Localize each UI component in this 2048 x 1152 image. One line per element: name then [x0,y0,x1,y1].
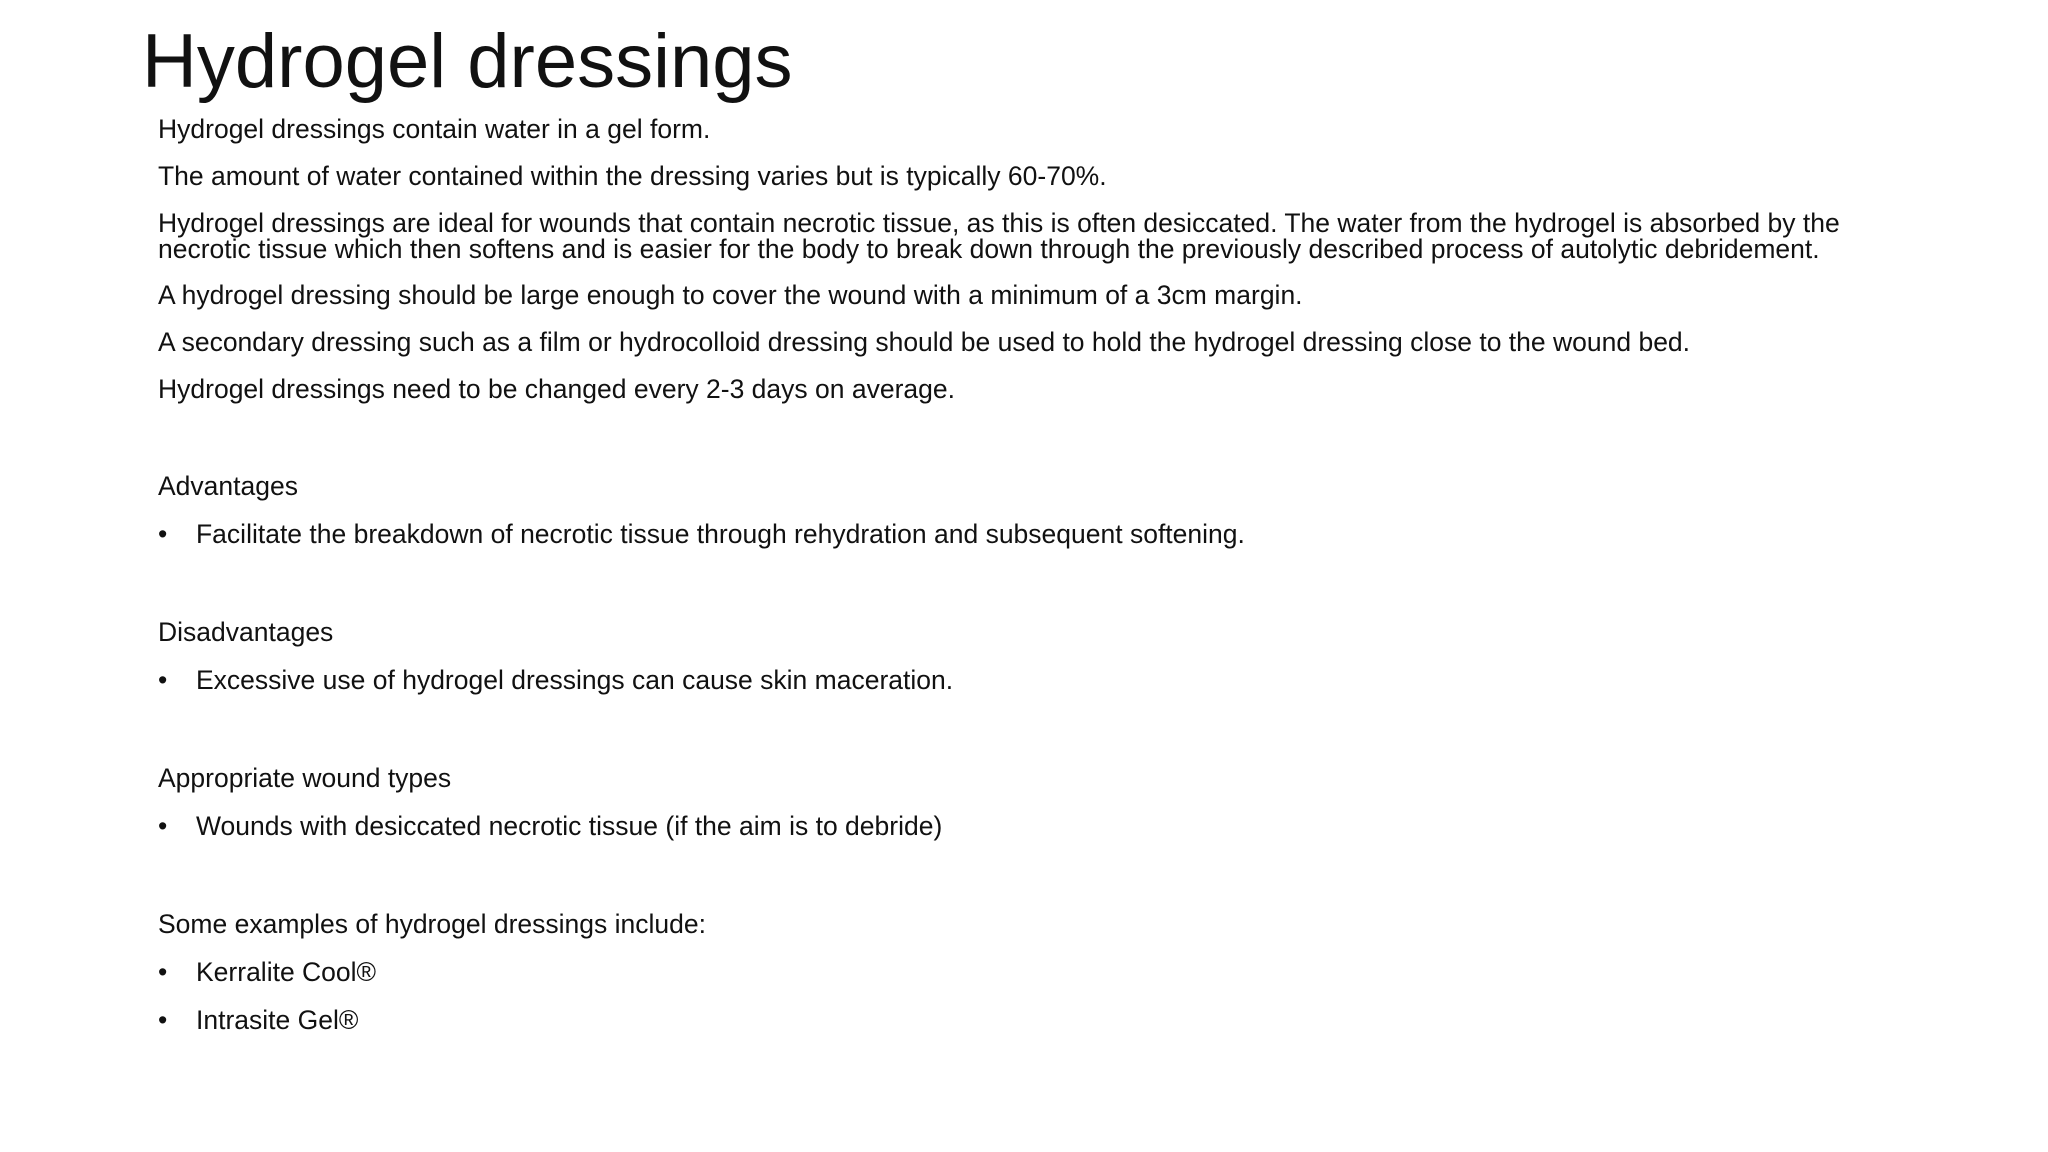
paragraph-change-frequency: Hydrogel dressings need to be changed every 2-3 days on average. [158,374,955,404]
spacer [158,861,1938,911]
list-item-text: Wounds with desiccated necrotic tissue (if the aim is to debride) [196,811,943,841]
list-item-text: Kerralite Cool® [196,957,377,987]
paragraph-necrotic-tissue: Hydrogel dressings are ideal for wounds that contain necrotic tissue, as this is often desiccated. The water from the hydrogel is absorbed by the necrotic tissue which then softens and is easier for the body to break down through the previously described process of autolytic debridement. [158,208,1840,264]
examples-list [158,959,1938,1034]
wound-types-list [158,813,1938,840]
advantages-list [158,521,1938,548]
list-item [158,1007,1938,1034]
spacer [158,423,1938,473]
bullet-icon: • [158,519,168,549]
bullet-icon: • [158,1005,168,1035]
list-item-text: Facilitate the breakdown of necrotic tissue through rehydration and subsequent softening. [196,519,1245,549]
disadvantages-heading: Disadvantages [158,617,334,647]
spacer [158,715,1938,765]
list-item [158,667,1938,694]
bullet-icon: • [158,665,168,695]
list-item-text: Excessive use of hydrogel dressings can cause skin maceration. [196,665,954,695]
slide-title: Hydrogel dressings [142,19,793,104]
list-item [158,813,1938,840]
paragraph-margin: A hydrogel dressing should be large enough to cover the wound with a minimum of a 3cm margin. [158,280,1303,310]
paragraph-secondary-dressing: A secondary dressing such as a film or hydrocolloid dressing should be used to hold the hydrogel dressing close to the wound bed. [158,327,1691,357]
disadvantages-list [158,667,1938,694]
advantages-heading: Advantages [158,471,298,501]
bullet-icon: • [158,957,168,987]
wound-types-heading: Appropriate wound types [158,763,452,793]
list-item [158,959,1938,986]
examples-heading: Some examples of hydrogel dressings include: [158,909,706,939]
slide-body [158,116,1938,1055]
paragraph-water-amount: The amount of water contained within the dressing varies but is typically 60-70%. [158,161,1107,191]
bullet-icon: • [158,811,168,841]
paragraph-gel-form: Hydrogel dressings contain water in a gel form. [158,114,711,144]
list-item [158,521,1938,548]
list-item-text: Intrasite Gel® [196,1005,359,1035]
spacer [158,569,1938,619]
